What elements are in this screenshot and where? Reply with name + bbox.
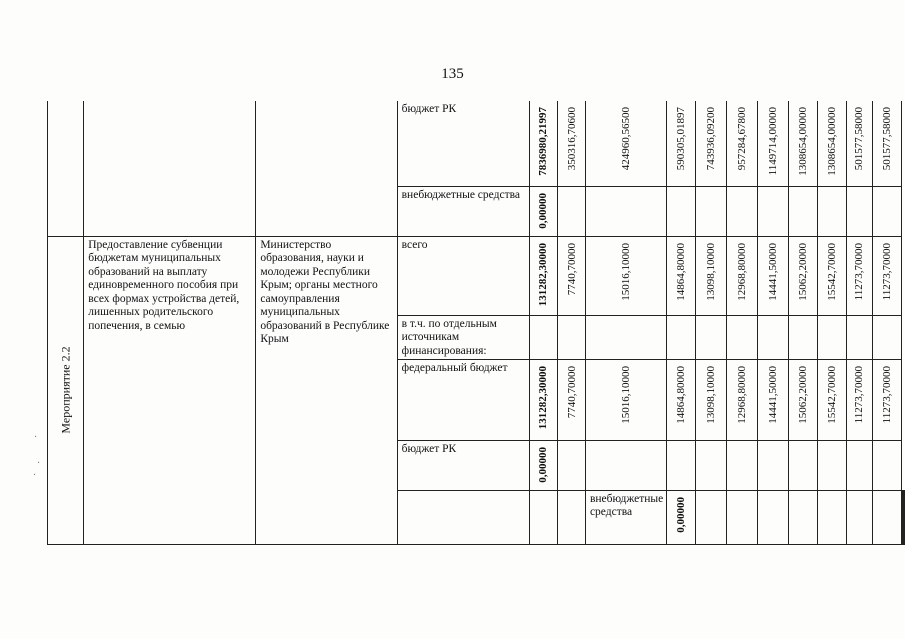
value-cell — [558, 440, 586, 490]
value-cell — [817, 186, 846, 236]
value-cell — [757, 315, 788, 359]
value-cell: 7740,70000 — [558, 236, 586, 315]
value-cell — [789, 490, 818, 544]
value-cell: 501577,58000 — [846, 101, 873, 186]
value-cell — [846, 440, 873, 490]
value-cell — [667, 440, 696, 490]
value-cell — [667, 186, 696, 236]
value-cell — [789, 315, 818, 359]
value-cell — [695, 186, 726, 236]
table-row — [48, 101, 905, 186]
prev-event-description-cell — [84, 101, 256, 236]
value-cell: 15016,10000 — [585, 359, 666, 440]
empty-cell — [529, 490, 558, 544]
value-cell: 14441,50000 — [757, 236, 788, 315]
value-cell — [757, 490, 788, 544]
source-cell: всего — [397, 236, 529, 315]
value-cell — [727, 440, 758, 490]
empty-cell — [558, 490, 586, 544]
source-cell: в т.ч. по отдельным источникам финансирования: — [397, 315, 529, 359]
source-cell: внебюджетные средства — [397, 186, 529, 236]
value-cell — [757, 186, 788, 236]
source-cell: федеральный бюджет — [397, 359, 529, 440]
value-cell — [904, 490, 905, 544]
total-cell: 0,00000 — [529, 186, 558, 236]
total-cell — [529, 315, 558, 359]
value-cell — [585, 315, 666, 359]
value-cell: 15062,20000 — [789, 359, 818, 440]
value-cell: 15542,70000 — [817, 236, 846, 315]
value-cell: 13098,10000 — [695, 359, 726, 440]
value-cell — [789, 186, 818, 236]
value-cell: 1308654,00000 — [817, 101, 846, 186]
scan-speck: · — [33, 470, 37, 481]
value-cell — [585, 440, 666, 490]
prev-event-label-cell — [48, 101, 84, 236]
value-cell: 12968,80000 — [727, 359, 758, 440]
table-row — [48, 236, 905, 315]
value-cell — [695, 315, 726, 359]
value-cell: 743936,09200 — [695, 101, 726, 186]
value-cell: 13098,10000 — [695, 236, 726, 315]
value-cell — [585, 186, 666, 236]
value-cell — [727, 315, 758, 359]
value-cell — [695, 490, 726, 544]
prev-event-executor-cell — [256, 101, 397, 236]
value-cell — [846, 315, 873, 359]
value-cell: 1308654,00000 — [789, 101, 818, 186]
value-cell — [817, 315, 846, 359]
empty-cell — [397, 490, 529, 544]
source-cell: внебюджетные средства — [585, 490, 666, 544]
value-cell: 1149714,00000 — [757, 101, 788, 186]
value-cell — [873, 440, 902, 490]
value-cell: 14441,50000 — [757, 359, 788, 440]
value-cell: 350316,70600 — [558, 101, 586, 186]
value-cell — [667, 315, 696, 359]
value-cell: 7740,70000 — [558, 359, 586, 440]
value-cell — [873, 490, 902, 544]
value-cell — [817, 490, 846, 544]
value-cell: 14864,80000 — [667, 236, 696, 315]
event-description-cell: Предоставление субвенции бюджетам муниципальных образований на выплату единовременного пособия при всех формах устройства детей, лишенных родительского попечения, в семью — [84, 236, 256, 544]
value-cell: 424960,56500 — [585, 101, 666, 186]
value-cell — [558, 315, 586, 359]
value-cell — [846, 186, 873, 236]
value-cell: 590305,01897 — [667, 101, 696, 186]
value-cell: 15016,10000 — [585, 236, 666, 315]
total-cell: 0,00000 — [529, 440, 558, 490]
value-cell: 957284,67800 — [727, 101, 758, 186]
value-cell — [558, 186, 586, 236]
value-cell: 11273,70000 — [873, 236, 902, 315]
event-label-cell: Мероприятие 2.2 — [48, 236, 84, 544]
page-number: 135 — [441, 66, 464, 82]
scan-speck: · — [34, 432, 38, 443]
source-cell: бюджет РК — [397, 101, 529, 186]
value-cell: 11273,70000 — [873, 359, 902, 440]
total-cell: 7836980,21997 — [529, 101, 558, 186]
value-cell: 15062,20000 — [789, 236, 818, 315]
total-cell: 0,00000 — [667, 490, 696, 544]
total-cell: 131282,30000 — [529, 359, 558, 440]
value-cell — [695, 440, 726, 490]
value-cell — [817, 440, 846, 490]
value-cell — [873, 186, 902, 236]
value-cell: 11273,70000 — [846, 236, 873, 315]
value-cell: 15542,70000 — [817, 359, 846, 440]
budget-table — [47, 101, 905, 545]
source-cell: бюджет РК — [397, 440, 529, 490]
total-cell: 131282,30000 — [529, 236, 558, 315]
value-cell — [873, 315, 902, 359]
value-cell: 11273,70000 — [846, 359, 873, 440]
value-cell — [727, 186, 758, 236]
value-cell: 12968,80000 — [727, 236, 758, 315]
value-cell — [757, 440, 788, 490]
value-cell — [846, 490, 873, 544]
value-cell — [727, 490, 758, 544]
event-executor-cell: Министерство образования, науки и молодежи Республики Крым; органы местного самоуправления муниципальных образований в Республике Крым — [256, 236, 397, 544]
value-cell: 501577,58000 — [873, 101, 902, 186]
value-cell — [789, 440, 818, 490]
value-cell: 14864,80000 — [667, 359, 696, 440]
scan-speck: · — [37, 458, 41, 469]
